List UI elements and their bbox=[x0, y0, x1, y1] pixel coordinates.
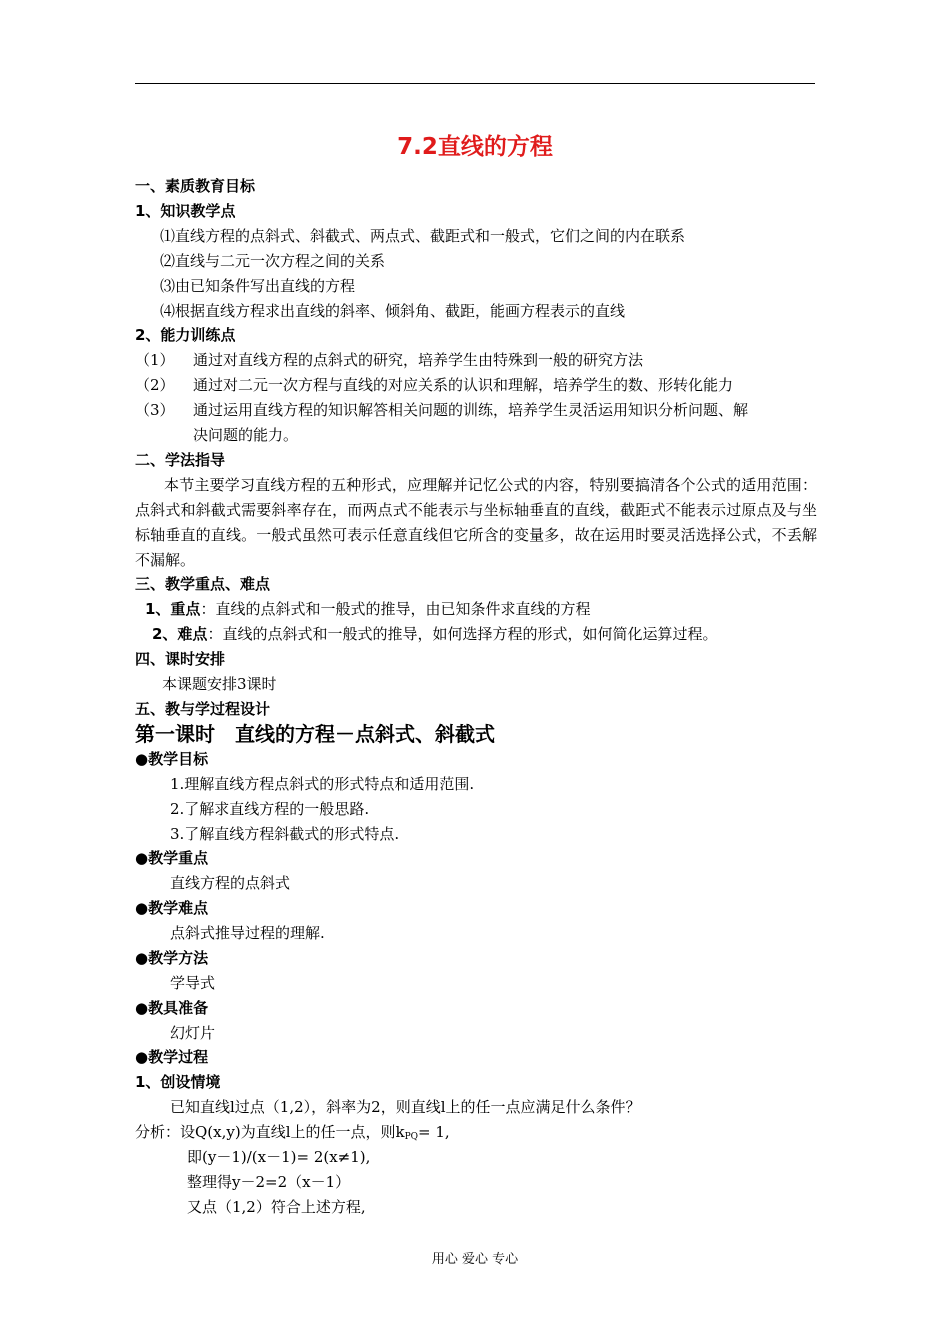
page-title: 7.2直线的方程 bbox=[397, 134, 553, 160]
knowledge-item: ⑵直线与二元一次方程之间的关系 bbox=[160, 252, 386, 270]
derivation-line: 即(y－1)/(x－1)= 2(x≠1), bbox=[187, 1148, 371, 1166]
goal-item: 3.了解直线方程斜截式的形式特点. bbox=[170, 825, 400, 843]
ability-item-number: （3） bbox=[135, 401, 175, 419]
analysis-text: 分析：设Q(x,y)为直线l上的任一点，则k bbox=[135, 1123, 405, 1141]
analysis-text-end: = 1, bbox=[418, 1123, 450, 1141]
teaching-method-text: 学导式 bbox=[170, 974, 216, 992]
knowledge-item: ⑴直线方程的点斜式、斜截式、两点式、截距式和一般式，它们之间的内在联系 bbox=[160, 227, 686, 245]
process-heading: ●教学过程 bbox=[135, 1048, 209, 1066]
tools-heading: ●教具准备 bbox=[135, 999, 209, 1017]
section-heading-schedule: 四、课时安排 bbox=[135, 650, 226, 668]
schedule-text: 本课题安排3课时 bbox=[162, 675, 277, 693]
goal-item: 2.了解求直线方程的一般思路. bbox=[170, 800, 370, 818]
ability-item-text: 通过运用直线方程的知识解答相关问题的训练，培养学生灵活运用知识分析问题、解 bbox=[193, 401, 749, 419]
section-heading-process: 五、教与学过程设计 bbox=[135, 700, 271, 718]
section-heading-method: 二、学法指导 bbox=[135, 451, 226, 469]
teaching-method-heading: ●教学方法 bbox=[135, 949, 209, 967]
knowledge-item: ⑷根据直线方程求出直线的斜率、倾斜角、截距，能画方程表示的直线 bbox=[160, 302, 626, 320]
difficult-point-text: ：直线的点斜式和一般式的推导，如何选择方程的形式，如何简化运算过程。 bbox=[207, 625, 718, 643]
knowledge-item: ⑶由已知条件写出直线的方程 bbox=[160, 277, 356, 295]
difficult-point-label: 2、难点 bbox=[152, 625, 208, 643]
key-point-label: 1、重点 bbox=[145, 600, 201, 618]
ability-item bbox=[135, 374, 733, 396]
ability-item-text: 通过对直线方程的点斜式的研究，培养学生由特殊到一般的研究方法 bbox=[193, 351, 644, 369]
difficulty-heading: ●教学难点 bbox=[135, 899, 209, 917]
derivation-line: 又点（1,2）符合上述方程, bbox=[187, 1198, 366, 1216]
goal-item: 1.理解直线方程点斜式的形式特点和适用范围. bbox=[170, 775, 475, 793]
slope-subscript: PQ bbox=[404, 1132, 419, 1142]
tools-text: 幻灯片 bbox=[170, 1024, 216, 1042]
key-heading: ●教学重点 bbox=[135, 849, 209, 867]
ability-item bbox=[135, 399, 748, 421]
section-heading-key-points: 三、教学重点、难点 bbox=[135, 575, 271, 593]
step-heading: 1、创设情境 bbox=[135, 1073, 221, 1091]
subheading-knowledge: 1、知识教学点 bbox=[135, 202, 236, 220]
ability-item-text: 通过对二元一次方程与直线的对应关系的认识和理解，培养学生的数、形转化能力 bbox=[193, 376, 734, 394]
key-text: 直线方程的点斜式 bbox=[170, 874, 291, 892]
ability-item bbox=[135, 349, 643, 371]
method-paragraph: 本节主要学习直线方程的五种形式，应理解并记忆公式的内容，特别要搞清各个公式的适用范围：点斜式和斜截式需要斜率存在，而两点式不能表示与坐标轴垂直的直线，截距式不能表示过原点及与坐标轴垂直的直线。一般式虽然可表示任意直线但它所含的变量多，故在运用时要灵活选择公式，不丢解不漏解。 bbox=[135, 476, 817, 569]
header-rule bbox=[135, 83, 815, 84]
question-text: 已知直线l过点（1,2），斜率为2，则直线l上的任一点应满足什么条件？ bbox=[170, 1098, 641, 1116]
ability-item-number: （1） bbox=[135, 351, 175, 369]
ability-item-number: （2） bbox=[135, 376, 175, 394]
page-footer: 用心 爱心 专心 bbox=[431, 1252, 519, 1267]
key-point-text: ：直线的点斜式和一般式的推导，由已知条件求直线的方程 bbox=[200, 600, 591, 618]
analysis-line bbox=[135, 1121, 450, 1148]
section-heading-goals: 一、素质教育目标 bbox=[135, 177, 256, 195]
subheading-ability: 2、能力训练点 bbox=[135, 326, 236, 344]
derivation-line: 整理得y－2=2（x－1） bbox=[187, 1173, 351, 1191]
lesson-title: 第一课时 直线的方程－点斜式、斜截式 bbox=[135, 722, 495, 746]
goals-heading: ●教学目标 bbox=[135, 750, 209, 768]
difficult-point bbox=[152, 623, 717, 645]
difficulty-text: 点斜式推导过程的理解. bbox=[170, 924, 325, 942]
key-point bbox=[145, 598, 590, 620]
ability-item-continuation: 决问题的能力。 bbox=[193, 426, 299, 444]
